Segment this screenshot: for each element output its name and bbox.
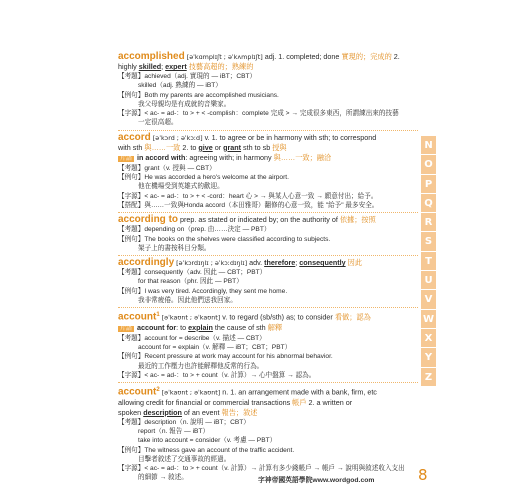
tab-o[interactable]: O <box>421 155 436 174</box>
headword: accomplished <box>118 51 185 62</box>
tab-s[interactable]: S <box>421 232 436 251</box>
exam-line: 【考題】description（n. 說明 — iBT；CBT） <box>118 418 250 426</box>
exam-line: report（n. 報告 — iBT） <box>138 427 210 435</box>
etymology-line: 【字源】< ac- = ad-：to > + count（v. 計算）→ 心中盤算 → 認為。 <box>118 371 316 379</box>
example-line: 【例句】The books on the shelves were classified according to subjects. <box>118 235 331 243</box>
headword: account <box>118 386 157 398</box>
phrase-line <box>118 323 418 334</box>
tab-n[interactable]: N <box>421 136 436 155</box>
etymology-line: 一定很高超。 <box>138 119 178 127</box>
tab-q[interactable]: Q <box>421 194 436 213</box>
tab-u[interactable]: U <box>421 271 436 290</box>
exam-line: 【考題】grant（v. 授與 — CBT） <box>118 164 216 172</box>
entry-head-cont <box>118 398 418 408</box>
footer-publisher: 字神帝國英語學院www.wordgod.com <box>258 477 375 484</box>
entry-account-1 <box>118 310 418 380</box>
phrase-badge: 片語 <box>120 155 133 162</box>
example-translation: 我父母親均是有成就的音樂家。 <box>138 100 231 108</box>
definition-text: with sth <box>118 142 145 152</box>
definition-text: or <box>212 142 224 152</box>
separator: ; <box>295 258 300 268</box>
definition: prep. as stated or indicated by; on the authority of <box>180 215 338 225</box>
entry-account-2 <box>118 385 418 482</box>
divider <box>118 130 418 131</box>
example-line: 【例句】The witness gave an account of the traffic accident. <box>118 446 295 454</box>
definition-text: sth to sb <box>241 142 273 152</box>
keyword-therefore: therefore <box>264 258 296 268</box>
tab-t[interactable]: T <box>421 252 436 271</box>
divider <box>118 212 418 213</box>
definition-zh: 帳戶 <box>292 397 307 407</box>
keyword-skilled: skilled <box>138 62 162 71</box>
definition-text: spoken <box>118 407 144 417</box>
definition-text: 2. to <box>180 142 199 152</box>
definition-text: adv. <box>249 258 265 268</box>
etymology-line: 【字源】< ac- = ad-：to > + < -complish：complete 完成 > → 完成很多東西，所謂練出來的技藝 <box>118 110 399 118</box>
exam-line: 【考題】consequently（adv. 因此 — CBT；PBT） <box>118 269 267 277</box>
exam-line: for that reason（phr. 因此 — PBT） <box>138 278 243 286</box>
definition: n. 1. an arrangement made with a bank, firm, etc <box>222 387 377 397</box>
definition: adj. 1. completed; done <box>264 52 340 61</box>
divider <box>118 382 418 383</box>
definition-zh: 授與 <box>272 142 287 152</box>
definition-zh: 技藝高超的；熟練的 <box>188 62 254 71</box>
etymology-line: 【字源】< ac- = ad-：to > + < -cord：heart 心 > → 與某人心意一致 → 願意付出；給予。 <box>118 192 378 200</box>
divider <box>118 255 418 256</box>
entry-head <box>118 133 418 143</box>
entry-head <box>118 258 418 268</box>
headword: accordingly <box>118 257 175 269</box>
entry-head-cont <box>118 62 418 72</box>
homograph-number: 2 <box>156 387 160 394</box>
tab-v[interactable]: V <box>421 290 436 309</box>
tab-r[interactable]: R <box>421 213 436 232</box>
example-translation: 我非常疲倦。因此他們送我回家。 <box>138 297 237 305</box>
exam-line: 【考題】account for = describe（v. 描述 — CBT） <box>118 334 266 342</box>
tab-z[interactable]: Z <box>421 368 436 387</box>
homograph-number: 1 <box>156 312 160 319</box>
headword: account <box>118 311 157 323</box>
definition-zh: 因此 <box>347 258 363 268</box>
tab-y[interactable]: Y <box>421 348 436 367</box>
etymology-line: 【字源】< ac- = ad-：to > + count（v. 計算）→ 計算有多少錢帳戶 → 帳戶 → 說明與敘述收入支出 <box>118 465 405 473</box>
definition-zh: 解釋 <box>267 322 283 332</box>
definition-zh: 依據；按照 <box>339 215 376 225</box>
definition-zh: 實現的；完成的 <box>341 52 392 61</box>
example-line: 【例句】Recent pressure at work may account for his abnormal behavior. <box>118 353 333 361</box>
entry-head <box>118 215 418 225</box>
headword: accord <box>118 131 151 143</box>
keyword-expert: expert <box>165 62 187 71</box>
tab-x[interactable]: X <box>421 329 436 348</box>
etymology-line: 的細節 → 敘述。 <box>138 474 188 482</box>
keyword-give: give <box>198 142 213 152</box>
definition-zh: 與……一致；融洽 <box>273 152 332 162</box>
example-line: 【例句】I was very tired. Accordingly, they sent me home. <box>118 287 288 295</box>
phrase-badge: 片語 <box>120 325 133 332</box>
definition-text: allowing credit for financial or commercial transactions <box>118 397 291 407</box>
entry-accordingly <box>118 258 418 305</box>
entry-head <box>118 385 418 397</box>
phrase: in accord with <box>137 152 186 162</box>
tab-p[interactable]: P <box>421 175 436 194</box>
keyword-description: description <box>143 407 182 417</box>
pronunciation: [əˈkaʊnt ; əˈkaʊnt] <box>161 313 221 322</box>
phrase-definition: : agreeing with; in harmony <box>185 152 274 162</box>
separator: ; <box>161 62 166 71</box>
exam-line: take into account = consider（v. 考慮 — PBT） <box>138 437 277 445</box>
example-translation: 目擊者敘述了交通事故的經過。 <box>138 455 231 463</box>
example-translation: 他在機場受到英雄式的歡迎。 <box>138 183 224 191</box>
definition-text: highly <box>118 62 139 71</box>
definition-text: 2. a written or <box>306 397 353 407</box>
dictionary-page <box>118 52 418 485</box>
tab-w[interactable]: W <box>421 310 436 329</box>
keyword-consequently: consequently <box>299 258 346 268</box>
entry-accord <box>118 133 418 210</box>
keyword-grant: grant <box>223 142 242 152</box>
headword: according to <box>118 214 179 226</box>
example-translation: 最近的工作壓力也許能解釋他反常的行為。 <box>138 362 264 370</box>
entry-head <box>118 52 418 62</box>
definition: v. to regard (sb/sth) as; to consider <box>222 312 333 322</box>
pronunciation: [əˈkɑmplɪʃt ; əˈkʌmplɪʃt] <box>186 53 263 61</box>
example-translation: 架子上的書按科目分類。 <box>138 244 211 252</box>
definition-text: of an event <box>181 407 222 417</box>
exam-line: 【考題】depending on（prep. 由……決定 — PBT） <box>118 226 271 234</box>
entry-according-to <box>118 215 418 253</box>
exam-line: skilled（adj. 熟練的 — iBT） <box>138 82 222 90</box>
collocation-line: 【搭配】與……一致與Honda accord（本田雅哥）翻修的心意一致，能 "給予" 最多安全。 <box>118 201 379 209</box>
exam-line: account for = explain（v. 解釋 — iBT；CBT；PBT） <box>138 344 292 352</box>
phrase-definition: the cause of sth <box>212 322 266 332</box>
definition: v. 1. to agree or be in harmony with sth; to correspond <box>204 132 377 142</box>
divider <box>118 307 418 308</box>
pronunciation: [əˈkɔrd ; əˈkɔːd] <box>152 133 203 142</box>
definition-zh: 看做；認為 <box>334 312 371 322</box>
pronunciation: [əˈkaʊnt ; əˈkaʊnt] <box>161 388 221 397</box>
alphabet-index-tabs <box>421 136 436 387</box>
phrase: account for <box>137 322 177 332</box>
pronunciation: [əˈkɔrdɪŋlɪ ; əˈkɔːdɪŋlɪ] <box>176 259 248 268</box>
definition-zh: 報告；敘述 <box>221 407 258 417</box>
phrase-definition: : to <box>176 322 189 332</box>
keyword-explain: explain <box>188 322 213 332</box>
entry-accomplished <box>118 52 418 128</box>
example-line: 【例句】Both my parents are accomplished musicians. <box>118 91 279 99</box>
entry-head <box>118 310 418 322</box>
entry-head-cont <box>118 408 418 418</box>
phrase-line <box>118 153 418 164</box>
definition-zh: 與……一致 <box>144 142 181 152</box>
example-line: 【例句】He was accorded a hero's welcome at the airport. <box>118 174 289 182</box>
page-number: 8 <box>418 466 428 484</box>
sense-number: 2. <box>393 52 400 61</box>
entry-head-cont <box>118 143 418 153</box>
exam-line: 【考題】achieved（adj. 實現的 — iBT；CBT） <box>118 73 257 80</box>
